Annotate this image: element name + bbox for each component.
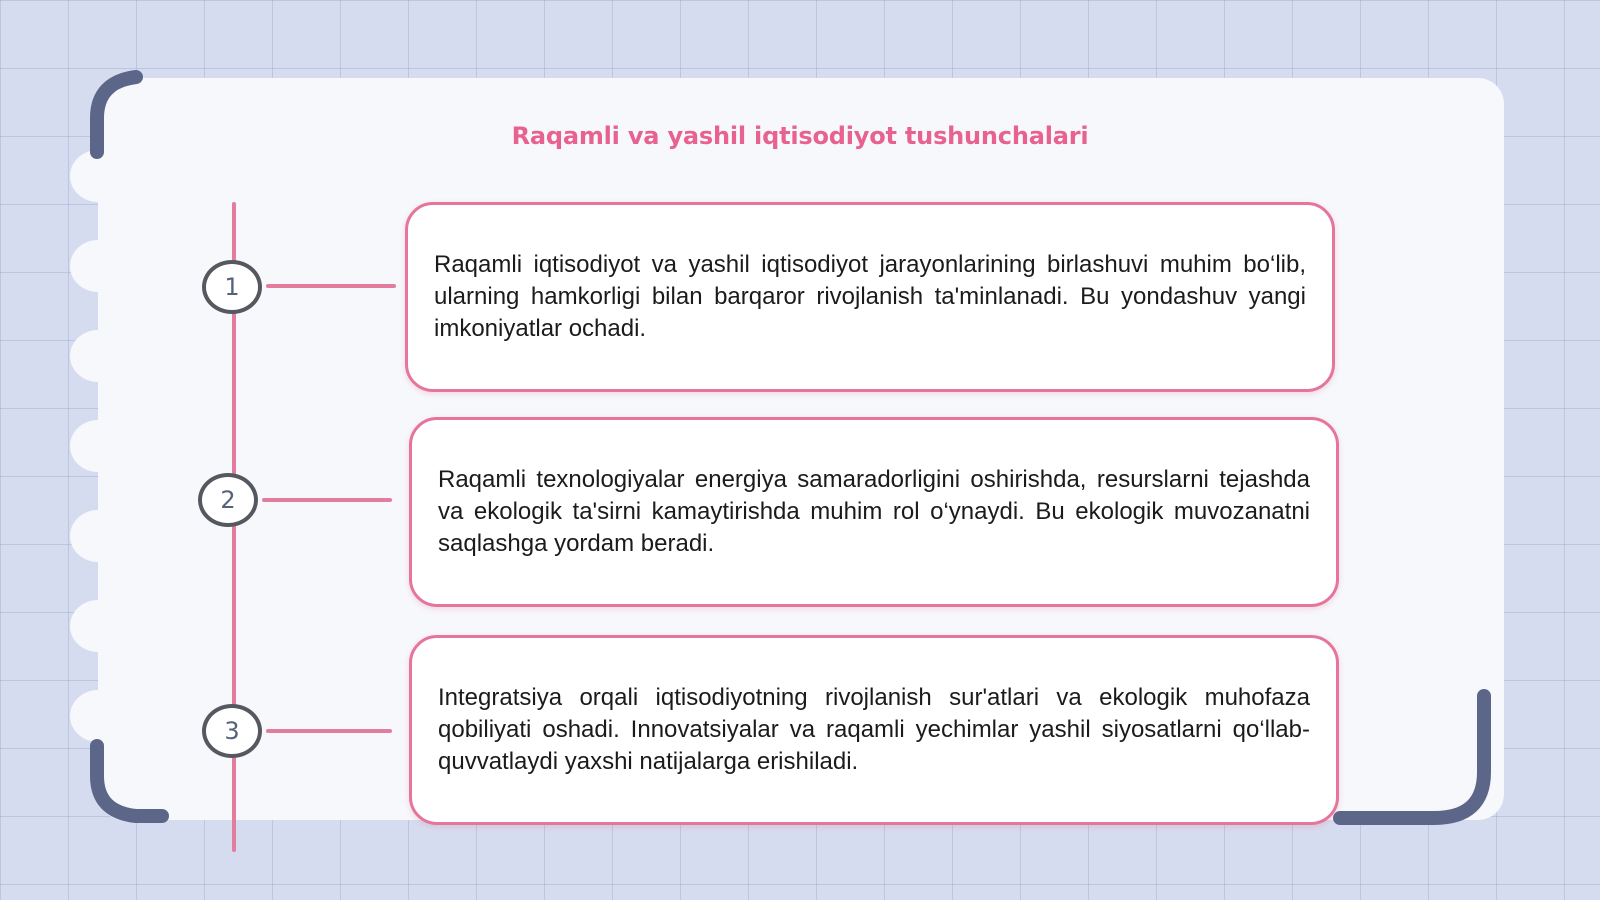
step-number-circle: 1 — [202, 260, 262, 314]
step-text-box — [409, 635, 1339, 825]
card-scallop — [70, 330, 126, 382]
card-scallop — [70, 690, 126, 742]
step-text-box — [405, 202, 1335, 392]
step-connector — [262, 498, 392, 502]
step-connector — [266, 729, 392, 733]
card-scallop — [70, 510, 126, 562]
step-text-box — [409, 417, 1339, 607]
step-text: Raqamli texnologiyalar energiya samaradorligini oshirishda, resurslarni tejashda va ekologik ta'sirni kamaytirishda muhim rol o‘ynaydi. Bu ekologik muvozanatni saqlashga yordam beradi. — [438, 466, 1310, 557]
step-text: Integratsiya orqali iqtisodiyotning rivojlanish sur'atlari va ekologik muhofaza qobiliyati oshadi. Innovatsiyalar va raqamli yechimlar yashil siyosatlarni qo‘llab-quvvatlaydi yaxshi natijalarga erishiladi. — [438, 684, 1310, 775]
step-text: Raqamli iqtisodiyot va yashil iqtisodiyot jarayonlarining birlashuvi muhim bo‘lib, ularning hamkorligi bilan barqaror rivojlanish ta'minlanadi. Bu yondashuv yangi imkoniyatlar ochadi. — [434, 251, 1306, 342]
step-number-circle: 2 — [198, 473, 258, 527]
slide-title: Raqamli va yashil iqtisodiyot tushunchalari — [511, 122, 1089, 150]
corner-bracket-bottom-right — [1330, 684, 1510, 834]
step-number-circle: 3 — [202, 704, 262, 758]
corner-bracket-bottom-left — [80, 736, 180, 836]
step-connector — [266, 284, 396, 288]
card-scallop — [70, 240, 126, 292]
card-scallop — [70, 600, 126, 652]
card-scallop — [70, 420, 126, 472]
